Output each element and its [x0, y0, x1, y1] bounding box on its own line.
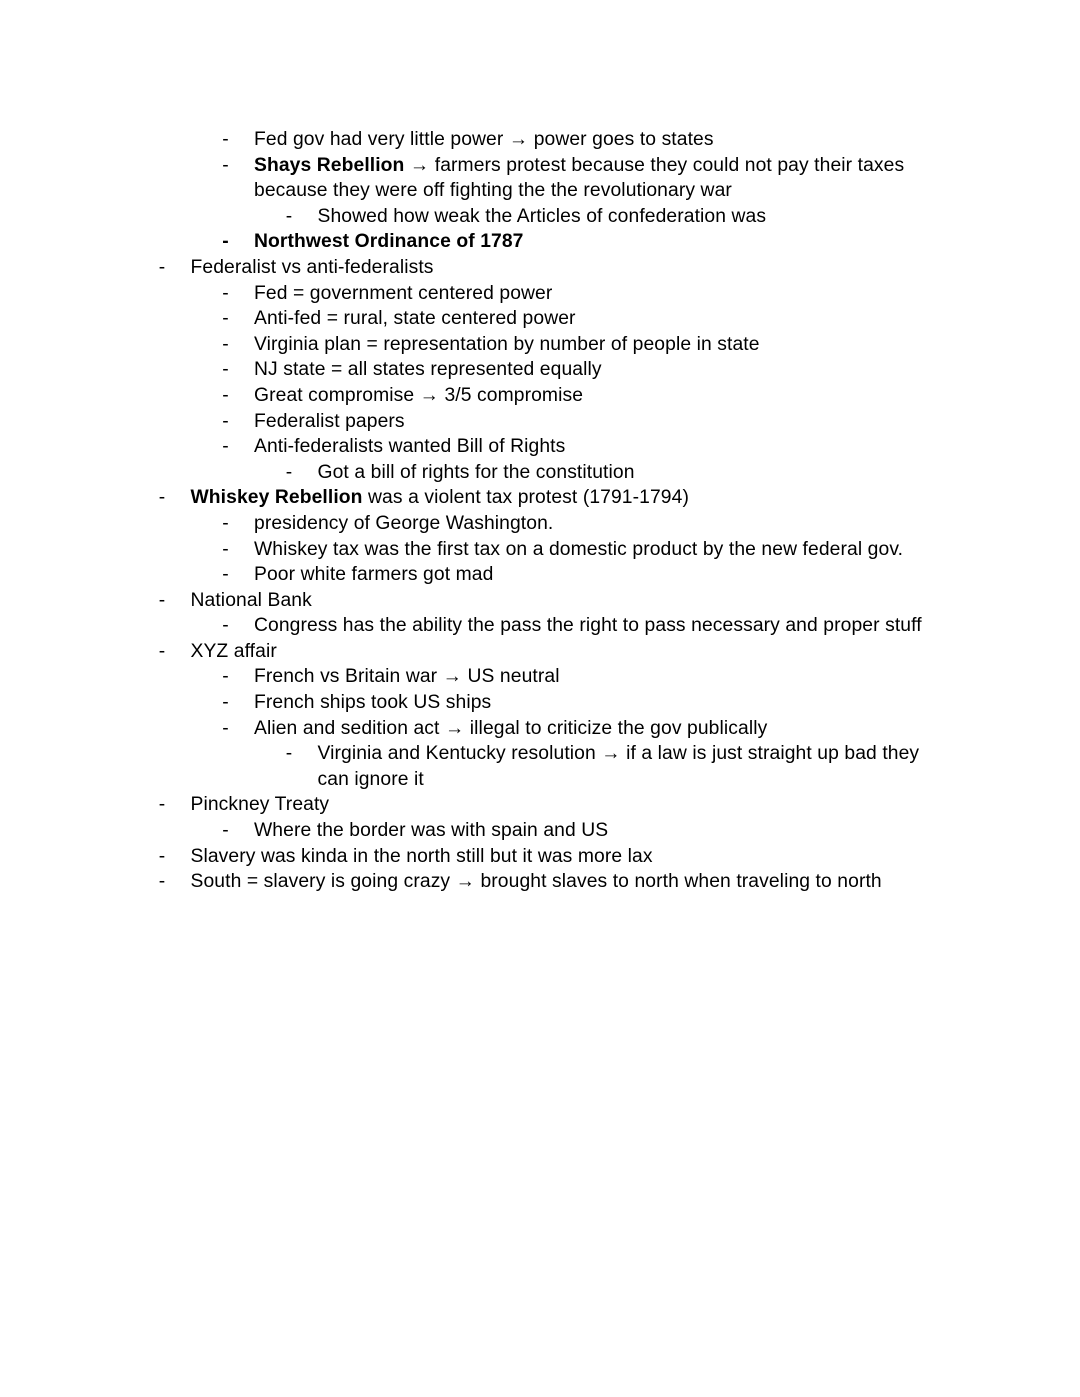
list-marker: - [222, 512, 229, 534]
list-marker: - [222, 154, 229, 176]
list-item [222, 383, 953, 409]
list-item [159, 844, 953, 870]
list-item-text [191, 869, 954, 895]
text-segment: Showed how weak the Articles of confederation was [317, 205, 767, 227]
list-marker: - [222, 410, 229, 432]
list-item [286, 204, 953, 230]
list-item-text [191, 588, 954, 614]
list-item [222, 613, 953, 639]
list-marker: - [158, 589, 166, 611]
list-item [222, 690, 953, 716]
list-marker: - [222, 308, 229, 330]
list-item-text [191, 844, 954, 870]
list-item [159, 255, 953, 281]
list-marker: - [222, 359, 229, 381]
list-item [286, 741, 953, 792]
list-item-text [254, 409, 953, 435]
text-segment: Poor white farmers got mad [254, 564, 494, 586]
list-item [222, 229, 953, 255]
list-marker: - [222, 717, 229, 739]
text-segment: → farmers protest because they could not pay their taxes because they were off fighting the the revolutionary war [254, 154, 905, 202]
list-item-text [318, 460, 954, 486]
list-marker: - [285, 743, 293, 765]
text-segment: was a violent tax protest (1791-1794) [362, 487, 689, 509]
list-item [222, 306, 953, 332]
list-item-text [254, 690, 953, 716]
list-item-text [191, 485, 954, 511]
list-item-text [318, 741, 954, 792]
text-segment: Virginia and Kentucky resolution → if a law is just straight up bad they can ignore it [317, 743, 920, 790]
list-item [222, 511, 953, 537]
list-marker: - [158, 845, 166, 867]
list-item [222, 562, 953, 588]
list-item [159, 869, 953, 895]
text-segment: Anti-federalists wanted Bill of Rights [254, 436, 566, 458]
list-item-text [254, 281, 953, 307]
list-item [286, 460, 953, 486]
text-segment-bold: Whiskey Rebellion [190, 487, 363, 509]
list-item-text [191, 255, 954, 281]
list-item [222, 153, 953, 204]
list-item-text [254, 537, 953, 563]
list-item-text [254, 357, 953, 383]
text-segment: Federalist papers [254, 410, 405, 432]
list-item-text [254, 383, 953, 409]
list-marker: - [222, 333, 229, 355]
list-marker: - [222, 615, 229, 637]
list-item-text [254, 306, 953, 332]
list-marker: - [285, 461, 293, 483]
list-marker: - [222, 564, 229, 586]
list-marker: - [222, 384, 229, 406]
list-marker: - [158, 794, 166, 816]
list-item-text [191, 639, 954, 665]
text-segment: National Bank [190, 589, 312, 611]
list-item [222, 281, 953, 307]
list-item [222, 818, 953, 844]
list-marker: - [158, 871, 166, 893]
text-segment: Pinckney Treaty [190, 794, 330, 816]
text-segment: Federalist vs anti-federalists [190, 256, 434, 278]
list-item [159, 792, 953, 818]
list-item-text [254, 613, 953, 639]
list-marker: - [222, 820, 229, 842]
list-marker: - [222, 436, 229, 458]
text-segment: Where the border was with spain and US [254, 820, 609, 842]
list-item-text [254, 716, 953, 742]
list-item-text [254, 332, 953, 358]
text-segment: presidency of George Washington. [254, 512, 554, 534]
list-item [159, 639, 953, 665]
text-segment: Virginia plan = representation by number of people in state [254, 333, 760, 355]
text-segment-bold: Shays Rebellion [254, 154, 405, 176]
list-marker: - [158, 256, 166, 278]
text-segment: Great compromise → 3/5 compromise [254, 384, 584, 406]
list-marker: - [222, 538, 229, 560]
list-item-text [254, 127, 953, 153]
text-segment: Alien and sedition act → illegal to criticize the gov publically [254, 717, 768, 739]
list-item [222, 664, 953, 690]
list-item-text [318, 204, 954, 230]
text-segment: Whiskey tax was the first tax on a domestic product by the new federal gov. [254, 538, 904, 560]
list-marker: - [222, 231, 229, 253]
text-segment: Congress has the ability the pass the right to pass necessary and proper stuff [254, 615, 922, 637]
list-item-text [254, 511, 953, 537]
list-item-text [254, 229, 953, 255]
text-segment: XYZ affair [190, 640, 277, 662]
text-segment-bold: Northwest Ordinance of 1787 [254, 231, 524, 253]
list-item-text [254, 434, 953, 460]
list-item [222, 537, 953, 563]
list-marker: - [158, 640, 166, 662]
list-marker: - [158, 487, 166, 509]
list-item [159, 588, 953, 614]
list-item-text [191, 792, 954, 818]
list-item [222, 357, 953, 383]
notes-list [127, 127, 953, 895]
list-marker: - [222, 666, 229, 688]
list-item-text [254, 664, 953, 690]
list-marker: - [285, 205, 293, 227]
list-item-text [254, 818, 953, 844]
list-item [222, 716, 953, 742]
text-segment: French vs Britain war → US neutral [254, 666, 560, 688]
list-item-text [254, 562, 953, 588]
list-item [222, 409, 953, 435]
list-item [222, 332, 953, 358]
text-segment: Anti-fed = rural, state centered power [254, 308, 576, 330]
list-marker: - [222, 282, 229, 304]
list-marker: - [222, 129, 229, 150]
text-segment: French ships took US ships [254, 692, 492, 714]
list-item [222, 127, 953, 153]
text-segment: NJ state = all states represented equally [254, 359, 602, 381]
list-item [159, 485, 953, 511]
list-marker: - [222, 692, 229, 714]
text-segment: Got a bill of rights for the constitution [317, 461, 635, 483]
list-item-text [254, 153, 953, 204]
text-segment: South = slavery is going crazy → brought slaves to north when traveling to north [190, 871, 882, 893]
list-item [222, 434, 953, 460]
text-segment: Fed gov had very little power → power goes to states [254, 129, 714, 150]
text-segment: Slavery was kinda in the north still but it was more lax [190, 845, 653, 867]
text-segment: Fed = government centered power [254, 282, 553, 304]
